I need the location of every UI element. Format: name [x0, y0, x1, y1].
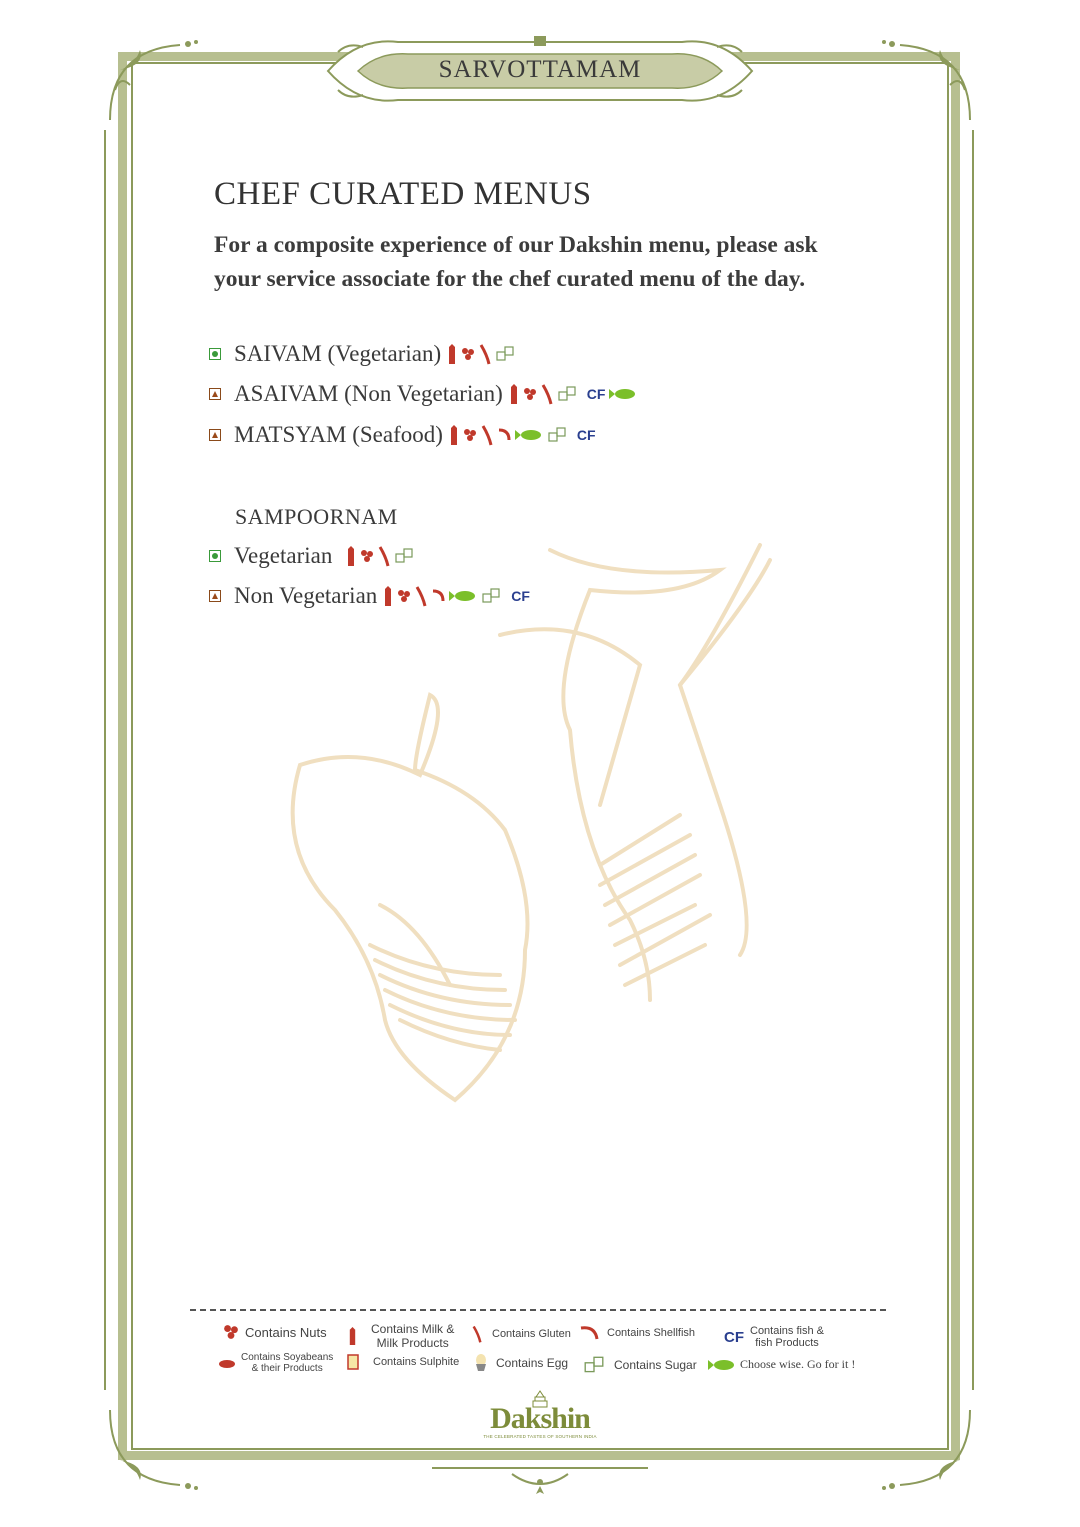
legend-fish-products [724, 1325, 824, 1349]
fish-products-icon: CF [586, 386, 606, 402]
milk-icon [383, 585, 393, 607]
menu-item-label: MATSYAM (Seafood) [234, 422, 443, 447]
nonveg-mark-icon [209, 388, 221, 400]
legend-label: & their Products [251, 1363, 323, 1374]
sampoornam-heading: SAMPOORNAM [235, 504, 398, 529]
nuts-icon [523, 387, 537, 401]
frame-rule-right [972, 130, 974, 1390]
gluten-icon [479, 343, 491, 365]
shellfish-icon [497, 427, 511, 443]
legend-label: Contains Milk & [371, 1322, 455, 1336]
veg-mark-icon [209, 348, 221, 360]
nonveg-mark-icon [209, 429, 221, 441]
soyabeans-icon [218, 1357, 236, 1369]
sugar-icon [394, 546, 414, 566]
choose-wise-icon [609, 387, 637, 401]
sugar-icon [582, 1354, 606, 1376]
menu-item-label: Non Vegetarian [234, 583, 378, 608]
gluten-icon [378, 545, 390, 567]
choose-wise-icon [708, 1358, 736, 1372]
milk-icon [509, 383, 519, 405]
fish-products-icon: CF [511, 588, 530, 604]
allergen-icons [383, 585, 530, 607]
section-title: SARVOTTAMAM [438, 56, 642, 83]
legend-nuts [222, 1324, 327, 1340]
milk-icon [348, 1326, 357, 1346]
gluten-icon [415, 585, 427, 607]
milk-icon [449, 424, 459, 446]
nuts-icon [360, 549, 374, 563]
legend-soyabeans [218, 1352, 333, 1374]
legend-label: Contains Gluten [492, 1328, 571, 1340]
legend-label: Choose wise. Go for it ! [740, 1357, 856, 1371]
legend-milk [348, 1322, 454, 1350]
allergen-icons [449, 424, 596, 446]
sugar-icon [495, 344, 515, 364]
legend-divider [190, 1309, 886, 1311]
milk-icon [346, 545, 356, 567]
legend-sulphite [346, 1353, 459, 1371]
menu-item-saivam [209, 341, 515, 367]
intro-line-2: your service associate for the chef curated menu of the day. [214, 266, 806, 292]
veg-mark-icon [209, 550, 221, 562]
intro-text [214, 228, 894, 296]
legend-label: fish Products [755, 1337, 819, 1349]
legend-label: Contains Egg [496, 1356, 569, 1370]
menu-item-label: ASAIVAM (Non Vegetarian) [234, 381, 503, 406]
corner-ornament-top-right [880, 30, 980, 130]
sugar-icon [481, 586, 501, 606]
gluten-icon [472, 1324, 482, 1344]
legend-label: Contains Sulphite [373, 1356, 460, 1368]
legend-sugar [582, 1354, 697, 1376]
legend-choose-wise [708, 1357, 855, 1372]
corner-ornament-bottom-left [100, 1400, 200, 1500]
choose-wise-icon [449, 589, 477, 603]
legend-label: Contains Sugar [614, 1358, 697, 1372]
frame-rule-left [104, 130, 106, 1390]
nuts-icon [222, 1324, 240, 1340]
allergen-icons [447, 343, 515, 365]
logo-tagline: THE CELEBRATED TASTES OF SOUTHERN INDIA [483, 1434, 597, 1439]
legend-egg [474, 1354, 568, 1372]
gluten-icon [541, 383, 553, 405]
legend-label: Contains fish & [750, 1325, 824, 1337]
nonveg-mark-icon [209, 590, 221, 602]
sugar-icon [547, 425, 567, 445]
legend-gluten [472, 1324, 571, 1344]
menu-item-label: Vegetarian [234, 543, 333, 568]
egg-icon [474, 1354, 488, 1372]
fish-products-icon: CF [576, 427, 596, 443]
gluten-icon [481, 424, 493, 446]
menu-item-asaivam [209, 381, 637, 407]
menu-item-label: SAIVAM (Vegetarian) [234, 341, 442, 366]
corner-ornament-top-left [100, 30, 200, 130]
nuts-icon [397, 589, 411, 603]
fish-products-icon: CF [724, 1328, 744, 1346]
choose-wise-icon [515, 428, 543, 442]
sugar-icon [557, 384, 577, 404]
legend-label: Contains Nuts [245, 1324, 327, 1340]
allergen-icons [346, 545, 414, 567]
temple-icon [530, 1390, 550, 1408]
bottom-ornament [432, 1458, 648, 1498]
menu-item-matsyam [209, 422, 596, 448]
corner-ornament-bottom-right [880, 1400, 980, 1500]
page-heading: CHEF CURATED MENUS [214, 176, 592, 212]
legend-label: Contains Soyabeans [241, 1352, 334, 1363]
legend-shellfish [580, 1325, 695, 1341]
legend-label: Milk Products [376, 1336, 449, 1350]
legend-label: Contains Shellfish [607, 1327, 696, 1339]
shellfish-icon [580, 1325, 600, 1341]
sulphite-icon [346, 1353, 360, 1371]
milk-icon [447, 343, 457, 365]
dakshin-logo [480, 1388, 600, 1444]
sampoornam-item-vegetarian [209, 543, 414, 569]
sampoornam-item-non-vegetarian [209, 583, 530, 609]
nuts-icon [461, 347, 475, 361]
nuts-icon [463, 428, 477, 442]
logo-text: Dakshin [490, 1402, 590, 1435]
allergen-icons [509, 383, 638, 405]
shellfish-icon [431, 588, 445, 604]
intro-line-1: For a composite experience of our Dakshin menu, please ask [214, 232, 818, 258]
